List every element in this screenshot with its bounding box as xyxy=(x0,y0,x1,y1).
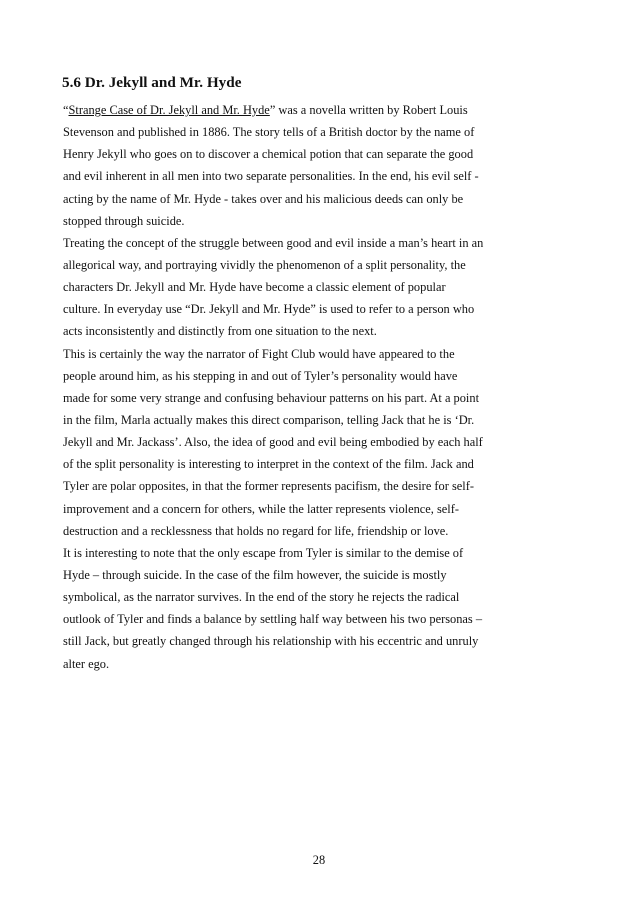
open-quote: “ xyxy=(63,103,69,117)
text-line: Stevenson and published in 1886. The story tells of a British doctor by the name of xyxy=(63,125,475,140)
page-number: 28 xyxy=(312,853,326,867)
text-line: culture. In everyday use “Dr. Jekyll and Mr. Hyde” is used to refer to a person who xyxy=(63,302,475,317)
text-line: acts inconsistently and distinctly from one situation to the next. xyxy=(63,324,377,339)
body-text xyxy=(63,99,583,675)
text-line xyxy=(63,99,583,121)
text-line: people around him, as his stepping in and out of Tyler’s personality would have xyxy=(63,368,458,383)
text-line: Tyler are polar opposites, in that the former represents pacifism, the desire for self- xyxy=(63,479,474,494)
section-heading: 5.6 Dr. Jekyll and Mr. Hyde xyxy=(62,74,242,91)
text-line: in the film, Marla actually makes this direct comparison, telling Jack that he is ‘Dr. xyxy=(63,412,475,427)
text-line: still Jack, but greatly changed through his relationship with his eccentric and unruly xyxy=(63,634,479,649)
text-line: destruction and a recklessness that holds no regard for life, friendship or love. xyxy=(63,523,449,538)
text-line: This is certainly the way the narrator of Fight Club would have appeared to the xyxy=(63,346,455,361)
text-line: Treating the concept of the struggle between good and evil inside a man’s heart in an xyxy=(63,235,484,250)
text-line: Jekyll and Mr. Jackass’. Also, the idea of good and evil being embodied by each half xyxy=(63,435,483,450)
novella-title: Strange Case of Dr. Jekyll and Mr. Hyde xyxy=(68,103,270,117)
text-line: improvement and a concern for others, while the latter represents violence, self- xyxy=(63,501,459,516)
text-line: Henry Jekyll who goes on to discover a chemical potion that can separate the good xyxy=(63,147,474,162)
text-line: and evil inherent in all men into two separate personalities. In the end, his evil self - xyxy=(63,169,479,184)
text-line: of the split personality is interesting to interpret in the context of the film. Jack and xyxy=(63,457,474,472)
text-line: alter ego. xyxy=(63,656,110,671)
text-line: acting by the name of Mr. Hyde - takes over and his malicious deeds can only be xyxy=(63,191,464,206)
text-line: characters Dr. Jekyll and Mr. Hyde have become a classic element of popular xyxy=(63,280,446,295)
text-line: made for some very strange and confusing behaviour patterns on his part. At a point xyxy=(63,390,480,405)
text-line: stopped through suicide. xyxy=(63,213,185,228)
text-line: outlook of Tyler and finds a balance by settling half way between his two personas – xyxy=(63,612,483,627)
text-line: symbolical, as the narrator survives. In the end of the story he rejects the radical xyxy=(63,590,460,605)
text-line: allegorical way, and portraying vividly the phenomenon of a split personality, the xyxy=(63,257,466,272)
text-line: Hyde – through suicide. In the case of the film however, the suicide is mostly xyxy=(63,567,447,582)
line-remainder: ” was a novella written by Robert Louis xyxy=(269,103,468,117)
text-line: It is interesting to note that the only escape from Tyler is similar to the demise of xyxy=(63,545,464,560)
